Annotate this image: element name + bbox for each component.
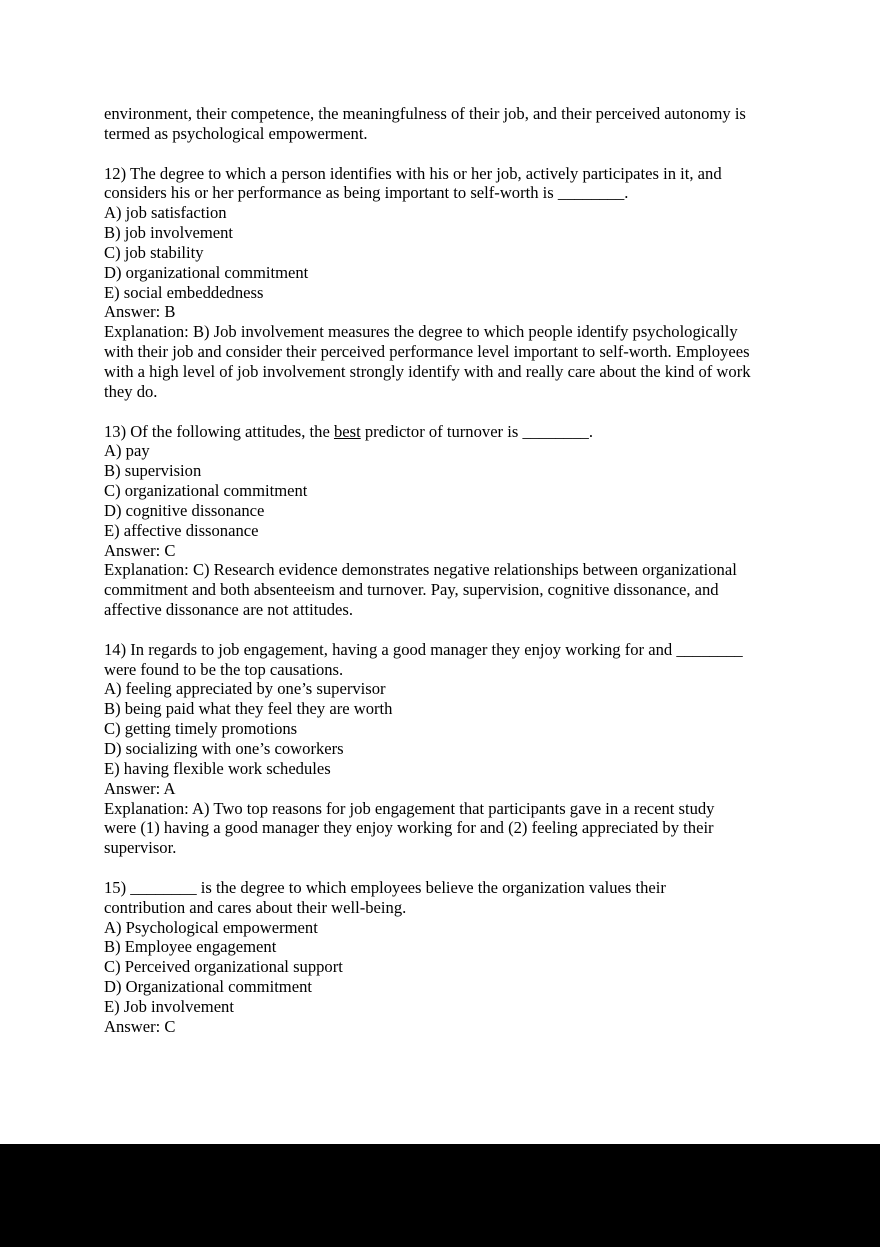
explanation: Explanation: A) Two top reasons for job engagement that participants gave in a recent study xyxy=(104,798,715,818)
explanation: with a high level of job involvement strongly identify with and really care about the kind of work xyxy=(104,361,751,381)
spacer xyxy=(104,858,780,878)
question-stem: 15) ________ is the degree to which employees believe the organization values their xyxy=(104,877,666,897)
option-d: D) organizational commitment xyxy=(104,262,309,282)
option-d: D) Organizational commitment xyxy=(104,977,312,997)
explanation: they do. xyxy=(104,381,158,401)
question-stem: 12) The degree to which a person identifies with his or her job, actively participates in it, and xyxy=(104,163,722,183)
spacer xyxy=(104,402,780,422)
stem-text: predictor of turnover is ________. xyxy=(360,421,593,441)
question-15 xyxy=(104,878,780,1037)
option-b: B) being paid what they feel they are worth xyxy=(104,699,393,719)
intro-paragraph xyxy=(104,104,780,144)
question-stem: were found to be the top causations. xyxy=(104,659,344,679)
question-stem: 14) In regards to job engagement, having a good manager they enjoy working for and ________ xyxy=(104,639,743,659)
explanation: affective dissonance are not attitudes. xyxy=(104,600,353,620)
option-a: A) Psychological empowerment xyxy=(104,917,318,937)
option-e: E) affective dissonance xyxy=(104,520,259,540)
option-c: C) Perceived organizational support xyxy=(104,957,343,977)
explanation: Explanation: C) Research evidence demonstrates negative relationships between organizational xyxy=(104,560,737,580)
question-stem: considers his or her performance as being important to self-worth is ________. xyxy=(104,183,629,203)
option-e: E) social embeddedness xyxy=(104,282,264,302)
answer: Answer: C xyxy=(104,540,176,560)
answer: Answer: A xyxy=(104,778,176,798)
spacer xyxy=(104,144,780,164)
bottom-black-bar xyxy=(0,1144,880,1247)
spacer xyxy=(104,620,780,640)
option-d: D) cognitive dissonance xyxy=(104,500,265,520)
question-14 xyxy=(104,640,780,858)
explanation: were (1) having a good manager they enjoy working for and (2) feeling appreciated by their xyxy=(104,818,714,838)
answer: Answer: B xyxy=(104,302,176,322)
option-b: B) supervision xyxy=(104,461,202,481)
text-line: termed as psychological empowerment. xyxy=(104,123,368,143)
document-content xyxy=(104,104,780,1037)
option-a: A) job satisfaction xyxy=(104,203,227,223)
explanation: with their job and consider their perceived performance level important to self-worth. Employees xyxy=(104,342,750,362)
option-a: A) pay xyxy=(104,441,150,461)
underlined-word: best xyxy=(333,421,361,441)
explanation: Explanation: B) Job involvement measures the degree to which people identify psychologically xyxy=(104,322,738,342)
explanation: commitment and both absenteeism and turnover. Pay, supervision, cognitive dissonance, and xyxy=(104,580,719,600)
option-a: A) feeling appreciated by one’s supervisor xyxy=(104,679,386,699)
question-stem xyxy=(104,422,780,442)
option-e: E) having flexible work schedules xyxy=(104,758,331,778)
answer: Answer: C xyxy=(104,1016,176,1036)
option-b: B) Employee engagement xyxy=(104,937,277,957)
option-c: C) job stability xyxy=(104,242,204,262)
text-line: environment, their competence, the meaningfulness of their job, and their perceived autonomy is xyxy=(104,104,746,123)
option-d: D) socializing with one’s coworkers xyxy=(104,739,344,758)
question-13 xyxy=(104,422,780,620)
stem-text: 13) Of the following attitudes, the xyxy=(104,421,334,441)
option-c: C) organizational commitment xyxy=(104,481,308,501)
question-12 xyxy=(104,164,780,402)
question-stem: contribution and cares about their well-being. xyxy=(104,897,407,917)
explanation: supervisor. xyxy=(104,838,177,858)
option-b: B) job involvement xyxy=(104,223,234,243)
option-e: E) Job involvement xyxy=(104,996,234,1016)
option-c: C) getting timely promotions xyxy=(104,719,298,739)
